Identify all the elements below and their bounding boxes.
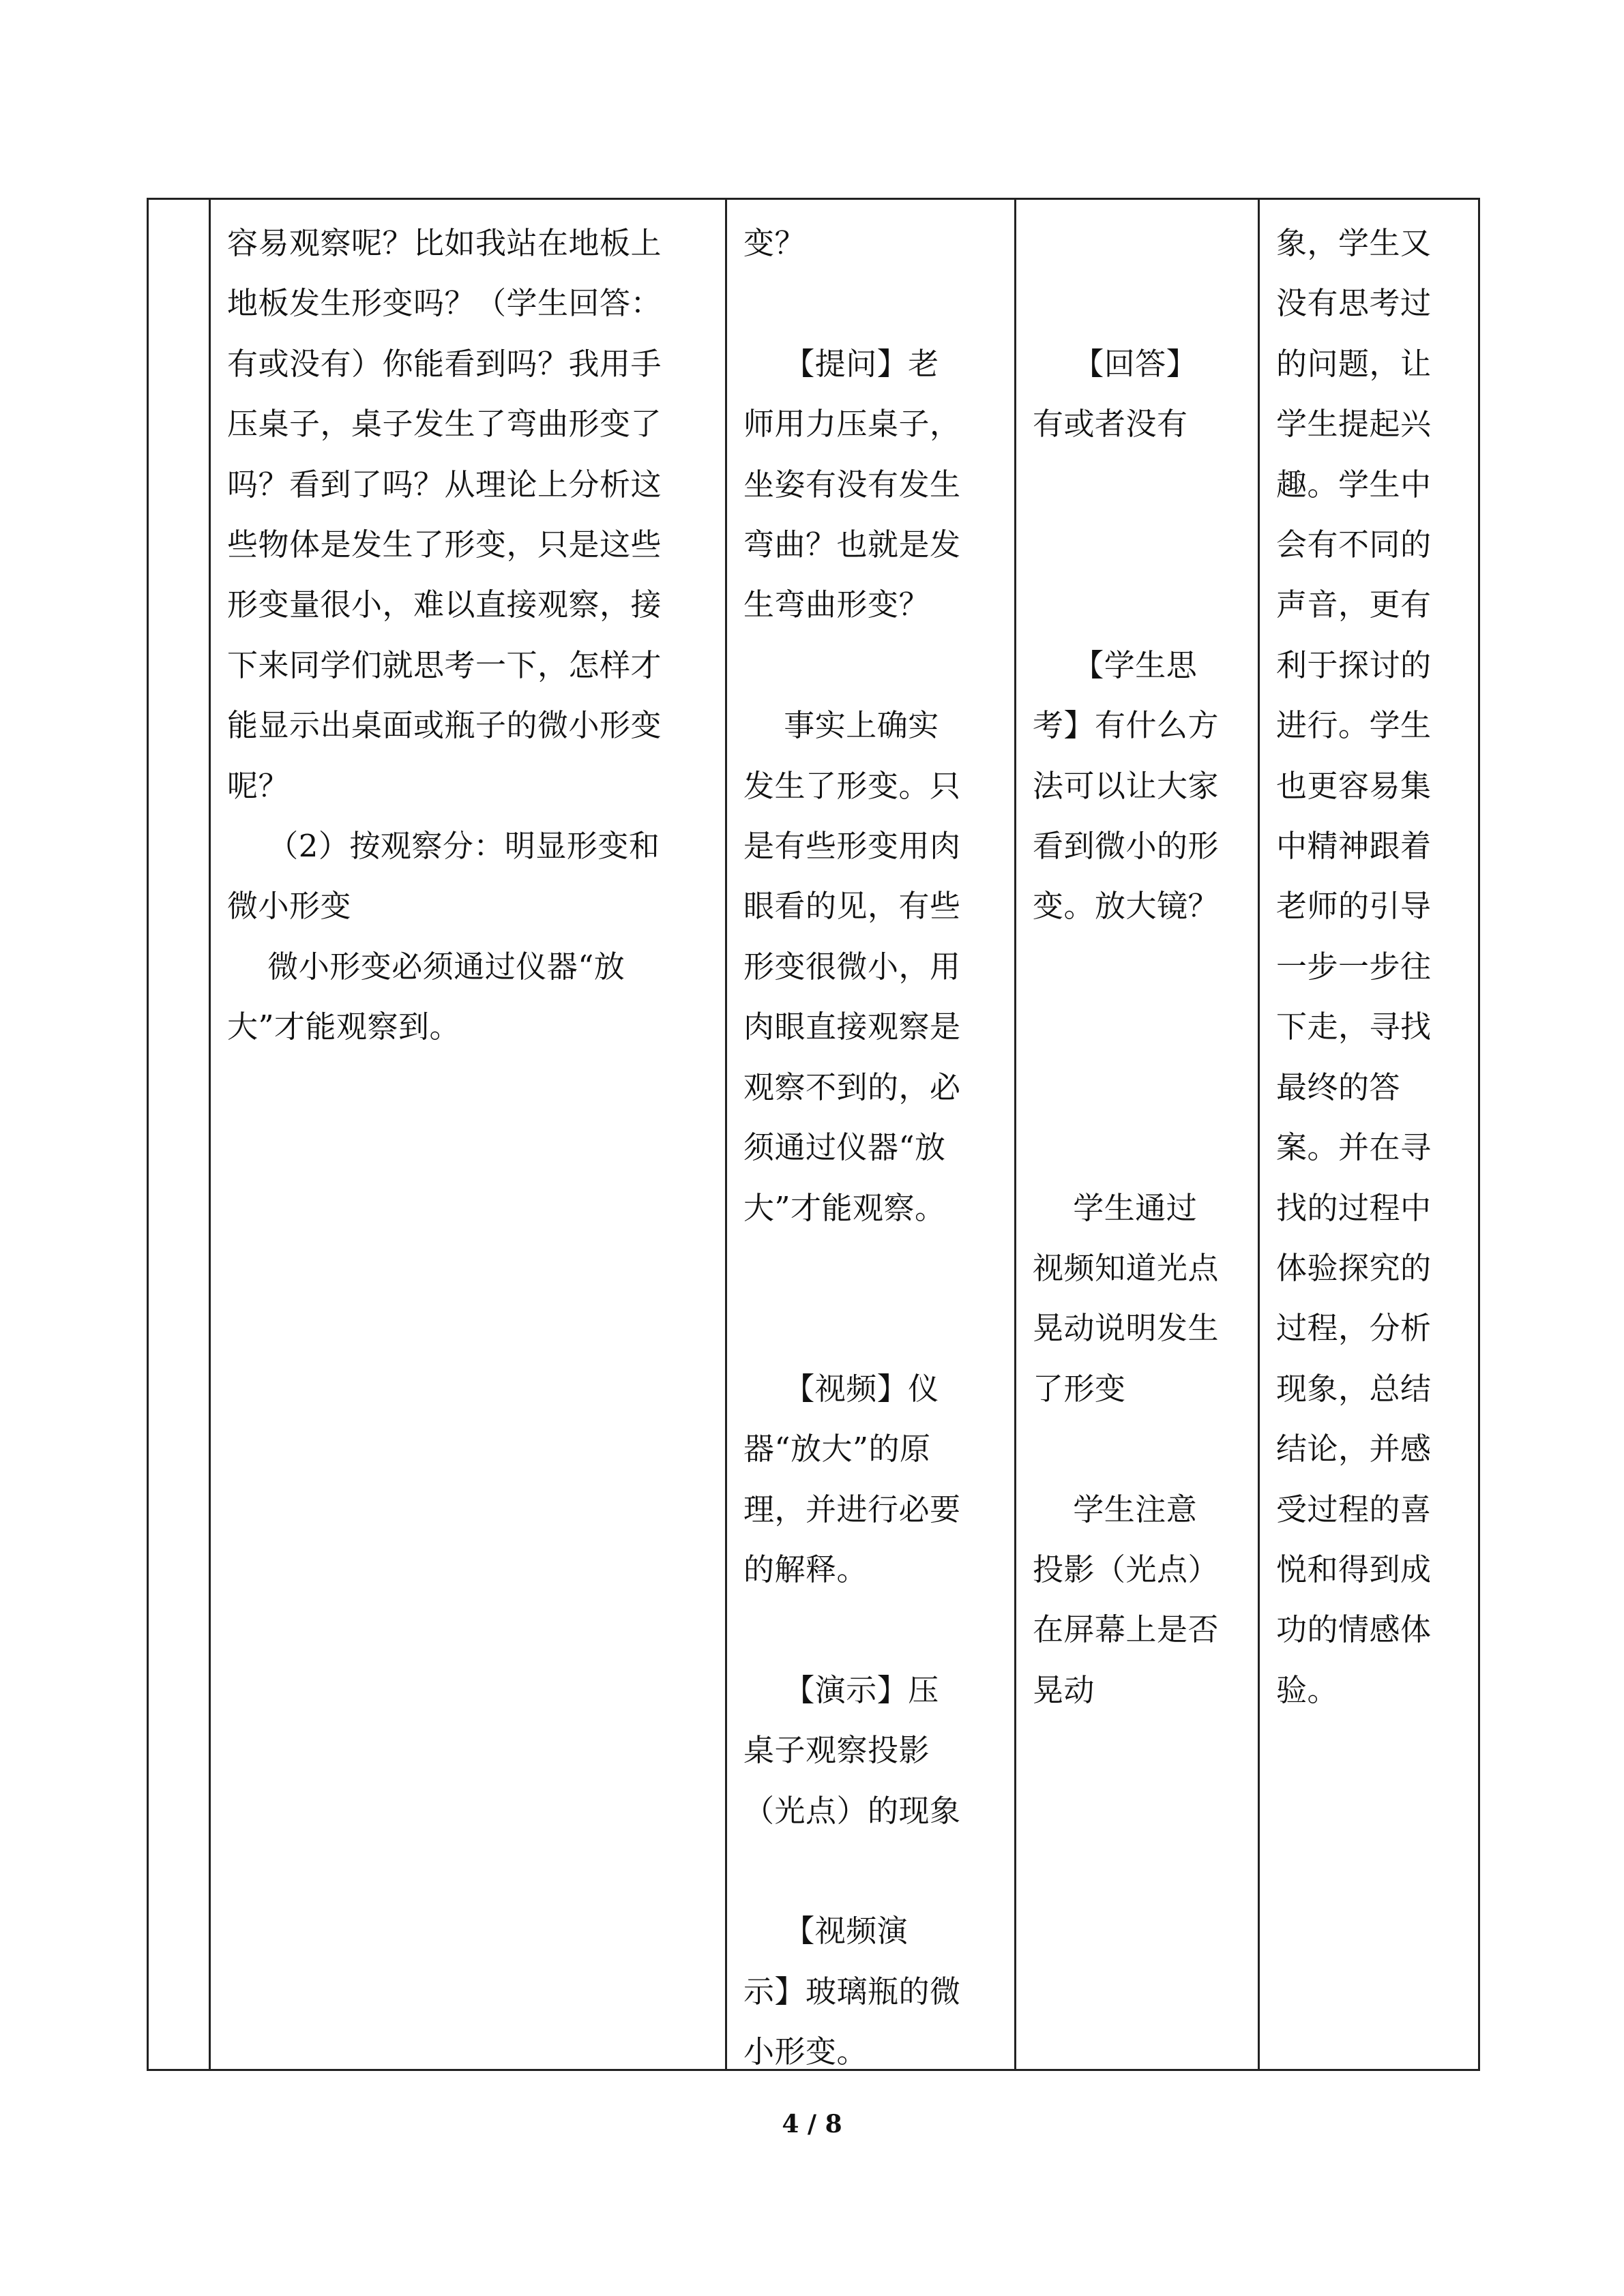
student-activity-cell-text: 【回答】 有或者没有 【学生思 考】有什么方 法可以让大家 看到微小的形 变。放大镜？ 学生通过 视频知道光点 晃动说明发生 了形变 学生注意 投影（光点） 在屏幕上是否 晃动	[1033, 345, 1220, 1708]
table-column-teacher-activity	[725, 200, 1014, 2069]
content-cell-text: 容易观察呢？比如我站在地板上 地板发生形变吗？（学生回答： 有或没有）你能看到吗？我用手 压桌子，桌子发生了弯曲形变了 吗？看到了吗？从理论上分析这 些物体是发生了形变，只是这些 形变量很小，难以直接观察，接 下来同学们就思考一下，怎样才 能显示出桌面或瓶子的微小形变 呢？ （2）按观察分：明显形变和 微小形变 微小形变必须通过仪器“放 大”才能观察到。	[227, 225, 662, 1045]
design-intent-cell-text: 象，学生又 没有思考过 的问题，让 学生提起兴 趣。学生中 会有不同的 声音，更有 利于探讨的 进行。学生 也更容易集 中精神跟着 老师的引导 一步一步往 下走，寻找 最终的答 案。并在寻 找的过程中 体验探究的 过程，分析 现象，总结 结论，并感 受过程的喜 悦和得到成 功的情感体 验。	[1276, 225, 1432, 1708]
page-number: 4 / 8	[782, 2110, 842, 2138]
table-column-content	[209, 200, 725, 2069]
table-column-student-activity	[1014, 200, 1258, 2069]
teacher-activity-cell-text: 变？ 【提问】老 师用力压桌子， 坐姿有没有发生 弯曲？也就是发 生弯曲形变？ 事实上确实 发生了形变。只 是有些形变用肉 眼看的见，有些 形变很微小，用 肉眼直接观察是 观察不到的，必 须通过仪器“放 大”才能观察。 【视频】仪 器“放大”的原 理，并进行必要 的解释。 【演示】压 桌子观察投影 （光点）的现象 【视频演 示】玻璃瓶的微 小形变。	[743, 225, 961, 2070]
lesson-plan-table	[147, 198, 1480, 2071]
table-column-index	[149, 200, 209, 2069]
table-column-design-intent	[1258, 200, 1480, 2069]
